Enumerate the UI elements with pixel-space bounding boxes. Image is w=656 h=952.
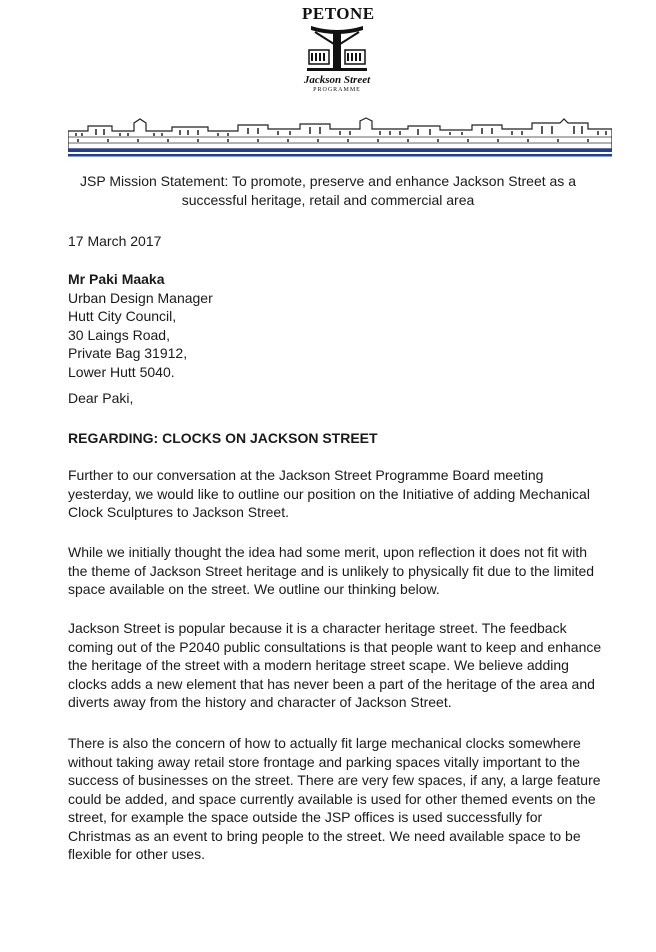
logo-programme: PROGRAMME: [313, 87, 361, 93]
logo-emblem-icon: [307, 24, 367, 74]
mission-statement: JSP Mission Statement: To promote, preserve and enhance Jackson Street as a successful heritage, retail and commercial area: [80, 173, 576, 208]
logo-name: Jackson Street: [303, 74, 371, 86]
body-paragraph: Further to our conversation at the Jackson Street Programme Board meeting yesterday, we would like to outline our position on the Initiative of adding Mechanical Clock Sculptures to Jackson Street.: [68, 467, 590, 520]
body-paragraph: Jackson Street is popular because it is a character heritage street. The feedback coming out of the P2040 public consultations is that people want to keep and enhance the heritage of the street with a modern heritage street scape. We believe adding clocks adds a new element that has never been a part of the heritage of the area and diverts away from the history and character of Jackson Street.: [68, 620, 602, 710]
petone-logo: [302, 4, 375, 108]
logo-title: PETONE: [302, 4, 375, 23]
recipient-name: Mr Paki Maaka: [68, 271, 165, 287]
subject-heading: REGARDING: CLOCKS ON JACKSON STREET: [68, 430, 378, 446]
letter-date: 17 March 2017: [68, 233, 162, 249]
recipient-title: Urban Design Manager: [68, 289, 213, 306]
recipient-pobox: Private Bag 31912,: [68, 345, 188, 361]
recipient-organisation: Hutt City Council,: [68, 308, 177, 324]
recipient-city: Lower Hutt 5040.: [68, 363, 175, 380]
salutation: Dear Paki,: [68, 390, 134, 406]
recipient-street: 30 Laings Road,: [68, 326, 170, 343]
body-paragraph: There is also the concern of how to actually fit large mechanical clocks somewhere without taking away retail store frontage and parking spaces vitally important to the success of businesses on the street. There are very few spaces, if any, a large feature could be added, and space currently available is used for other themed events on the street, for example the space outside the JSP offices is used successfully for Christmas as an event to bring people to the street. We need available space to be flexible for other uses.: [68, 735, 601, 862]
streetscape-banner-image: [68, 117, 612, 159]
recipient-address: [68, 270, 213, 381]
body-paragraph: While we initially thought the idea had some merit, upon reflection it does not fit with the theme of Jackson Street heritage and is unlikely to physically fit due to the limited space available on the street. We outline our thinking below.: [68, 544, 595, 597]
